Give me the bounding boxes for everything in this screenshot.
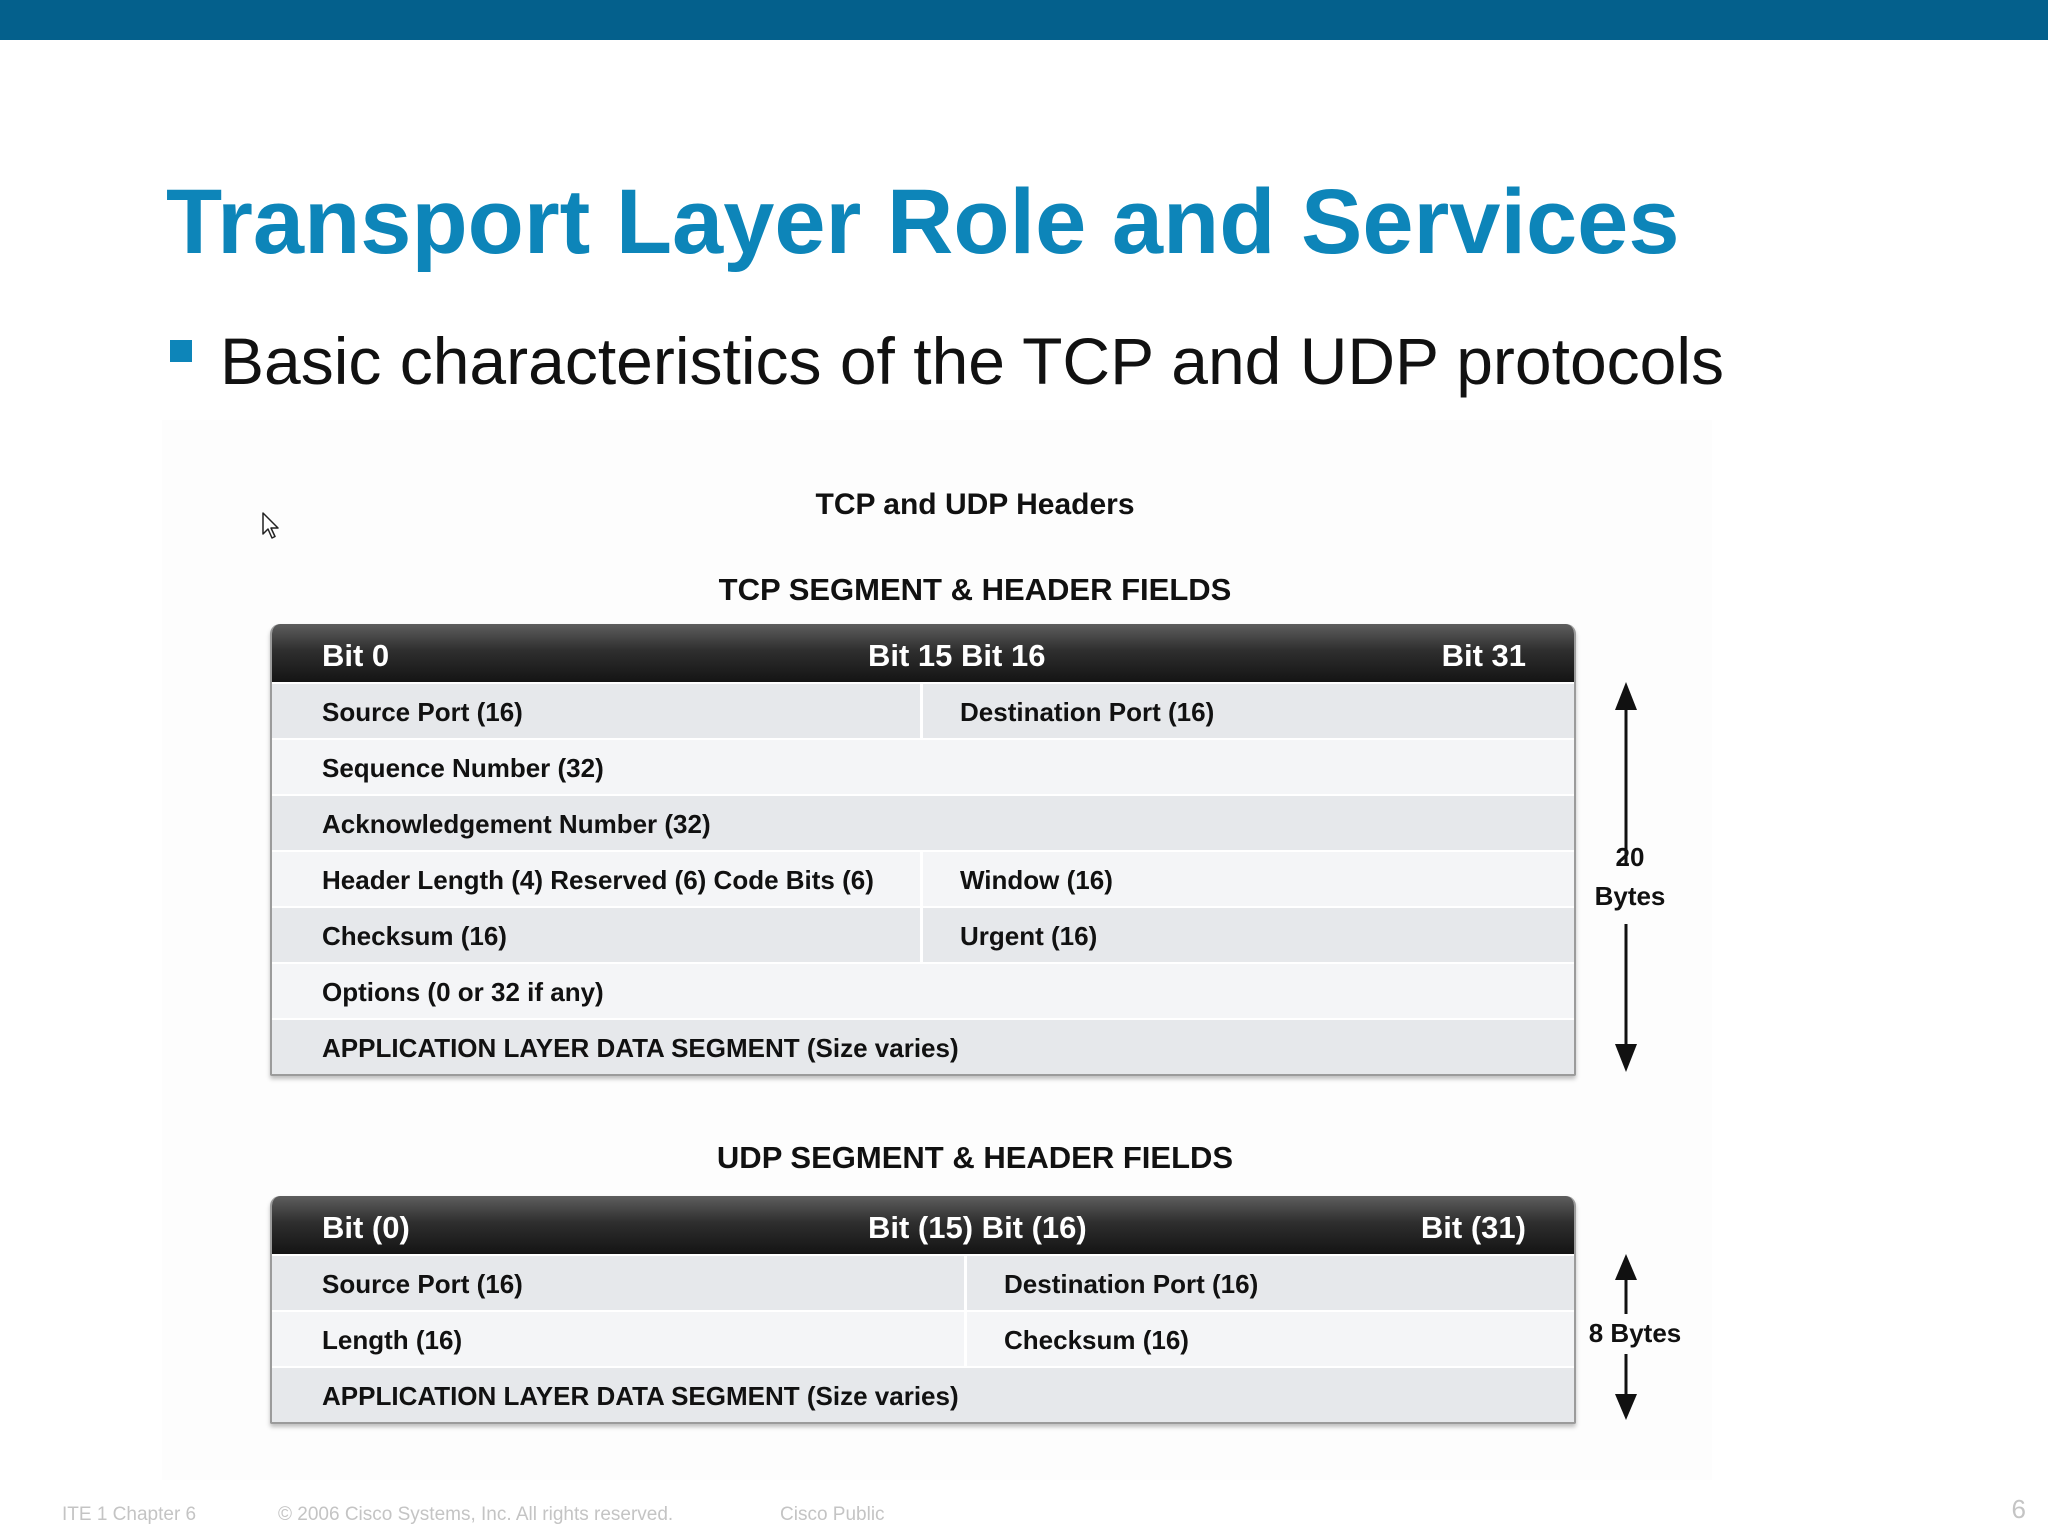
tcp-options: Options (0 or 32 if any)	[322, 977, 604, 1007]
udp-up-arrow-icon	[1610, 1252, 1642, 1314]
tcp-down-arrow-icon	[1610, 924, 1642, 1074]
udp-destination-port: Destination Port (16)	[1004, 1269, 1259, 1299]
bullet-text: Basic characteristics of the TCP and UDP protocols	[220, 324, 1725, 398]
page-number: 6	[2011, 1494, 2026, 1524]
slide-title: Transport Layer Role and Services	[166, 171, 1680, 273]
tcp-urgent: Urgent (16)	[960, 921, 1098, 951]
udp-checksum: Checksum (16)	[1004, 1325, 1189, 1355]
tcp-row-header-length	[272, 850, 1574, 906]
tcp-size-unit: Bytes	[1594, 881, 1666, 911]
tcp-row-data	[272, 1018, 1574, 1074]
tcp-bit-header	[272, 624, 1574, 682]
tcp-bit-end: Bit 31	[1441, 638, 1526, 673]
tcp-checksum: Checksum (16)	[322, 921, 507, 951]
footer-copyright: © 2006 Cisco Systems, Inc. All rights reserved.	[278, 1504, 674, 1525]
udp-application-data: APPLICATION LAYER DATA SEGMENT (Size varies)	[322, 1381, 959, 1411]
tcp-row-ports	[272, 682, 1574, 738]
top-bar	[0, 0, 2048, 40]
udp-bit-end: Bit (31)	[1420, 1210, 1526, 1245]
udp-header-table	[270, 1196, 1576, 1424]
tcp-size-number: 20	[1615, 842, 1645, 872]
tcp-sequence-number: Sequence Number (32)	[322, 753, 604, 783]
udp-source-port: Source Port (16)	[322, 1269, 523, 1299]
tcp-field-divider	[920, 684, 923, 738]
tcp-row-checksum	[272, 906, 1574, 962]
tcp-field-divider	[920, 908, 923, 962]
tcp-size-label	[1580, 842, 1680, 912]
tcp-bit-middle: Bit 15 Bit 16	[868, 638, 1046, 673]
tcp-row-acknowledgement	[272, 794, 1574, 850]
udp-size-label: 8 Bytes	[1588, 1318, 1682, 1348]
udp-length: Length (16)	[322, 1325, 463, 1355]
tcp-header-table	[270, 624, 1576, 1076]
udp-bit-header	[272, 1196, 1574, 1254]
udp-bit-start: Bit (0)	[322, 1210, 410, 1245]
footer-classification: Cisco Public	[780, 1504, 885, 1525]
tcp-application-data: APPLICATION LAYER DATA SEGMENT (Size varies)	[322, 1033, 959, 1063]
tcp-row-options	[272, 962, 1574, 1018]
footer-chapter: ITE 1 Chapter 6	[62, 1504, 197, 1525]
udp-section-title: UDP SEGMENT & HEADER FIELDS	[716, 1140, 1234, 1175]
udp-row-data	[272, 1366, 1574, 1422]
tcp-row-sequence	[272, 738, 1574, 794]
tcp-acknowledgement-number: Acknowledgement Number (32)	[322, 809, 711, 839]
udp-row-length	[272, 1310, 1574, 1366]
bullet-square-icon	[170, 340, 192, 362]
udp-row-ports	[272, 1254, 1574, 1310]
udp-down-arrow-icon	[1610, 1354, 1642, 1422]
tcp-field-divider	[920, 852, 923, 906]
tcp-window: Window (16)	[960, 865, 1113, 895]
tcp-section-title: TCP SEGMENT & HEADER FIELDS	[718, 572, 1232, 607]
udp-field-divider	[964, 1256, 967, 1310]
diagram-title: TCP and UDP Headers	[815, 488, 1135, 521]
tcp-destination-port: Destination Port (16)	[960, 697, 1215, 727]
tcp-source-port: Source Port (16)	[322, 697, 523, 727]
tcp-bit-start: Bit 0	[322, 638, 390, 673]
tcp-up-arrow-icon	[1610, 680, 1642, 864]
udp-bit-middle: Bit (15) Bit (16)	[868, 1210, 1087, 1245]
udp-field-divider	[964, 1312, 967, 1366]
bullet-item	[170, 326, 1724, 396]
tcp-header-length-reserved-code-bits: Header Length (4) Reserved (6) Code Bits (6)	[322, 865, 874, 895]
